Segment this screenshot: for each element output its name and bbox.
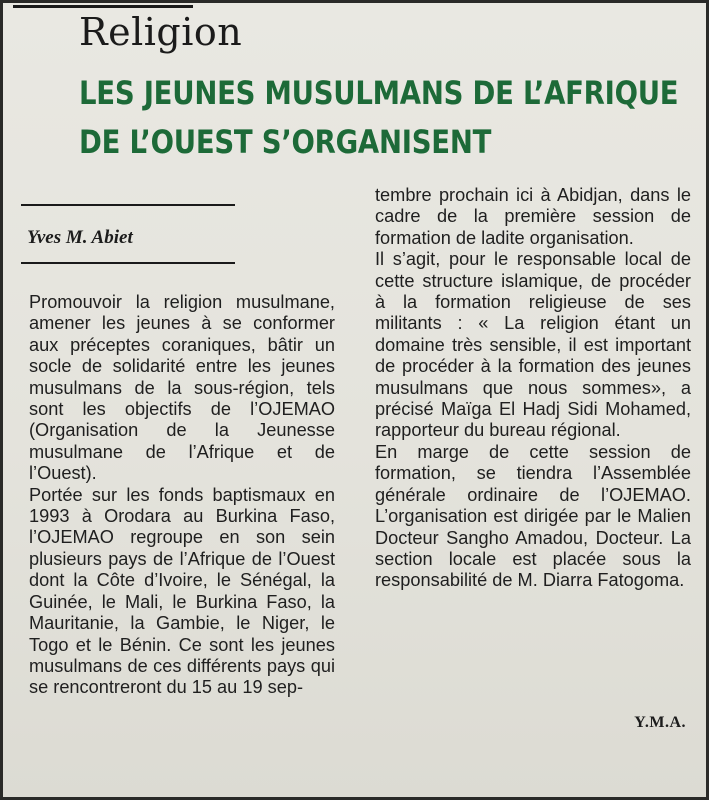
top-rule [13,5,193,8]
paragraph: En marge de cette session de formation, se tiendra l’Assemblée générale ordinaire de l’OJEMAO. L’organisation est dirigée par le Malien Docteur Sangho Amadou, Docteur. La section locale est placée sous la responsabilité de M. Diarra Fatogoma. [375,441,691,591]
column-left [29,292,335,699]
article-headline [79,69,678,167]
section-rubric: Religion [79,10,243,54]
column-right [375,185,691,592]
paragraph: Portée sur les fonds baptismaux en 1993 à Orodara au Burkina Faso, l’OJEMAO regroupe en son sein plusieurs pays de l’Afrique de l’Ouest dont la Côte d’Ivoire, le Sénégal, la Guinée, le Mali, le Burkina Faso, la Mauritanie, la Gambie, le Niger, le Togo et le Bénin. Ce sont les jeunes musulmans de ces différents pays qui se rencontreront du 15 au 19 sep- [29,484,335,698]
author-rule-top [21,204,235,206]
author-rule-bottom [21,262,235,264]
author-signature: Y.M.A. [634,714,686,731]
paragraph: tembre prochain ici à Abidjan, dans le cadre de la première session de formation de ladite organisation. [375,185,691,248]
newspaper-clipping [3,3,706,797]
paragraph: Il s’agit, pour le responsable local de cette structure islamique, de procéder à la formation religieuse de ses militants : « La religion étant un domaine très sensible, il est important de procéder à la formation des jeunes musulmans que nous sommes», a précisé Maïga El Hadj Sidi Mohamed, rapporteur du bureau régional. [375,249,691,441]
headline-line-2: DE L’OUEST S’ORGANISENT [79,123,492,161]
author-byline: Yves M. Abiet [27,227,133,248]
paragraph: Promouvoir la religion musulmane, amener les jeunes à se conformer aux préceptes coraniques, bâtir un socle de solidarité entre les jeunes musulmans de la sous-région, tels sont les objectifs de l’OJEMAO (Organisation de la Jeunesse musulmane de l’Afrique et de l’Ouest). [29,292,335,484]
headline-line-1: LES JEUNES MUSULMANS DE L’AFRIQUE [79,74,679,112]
